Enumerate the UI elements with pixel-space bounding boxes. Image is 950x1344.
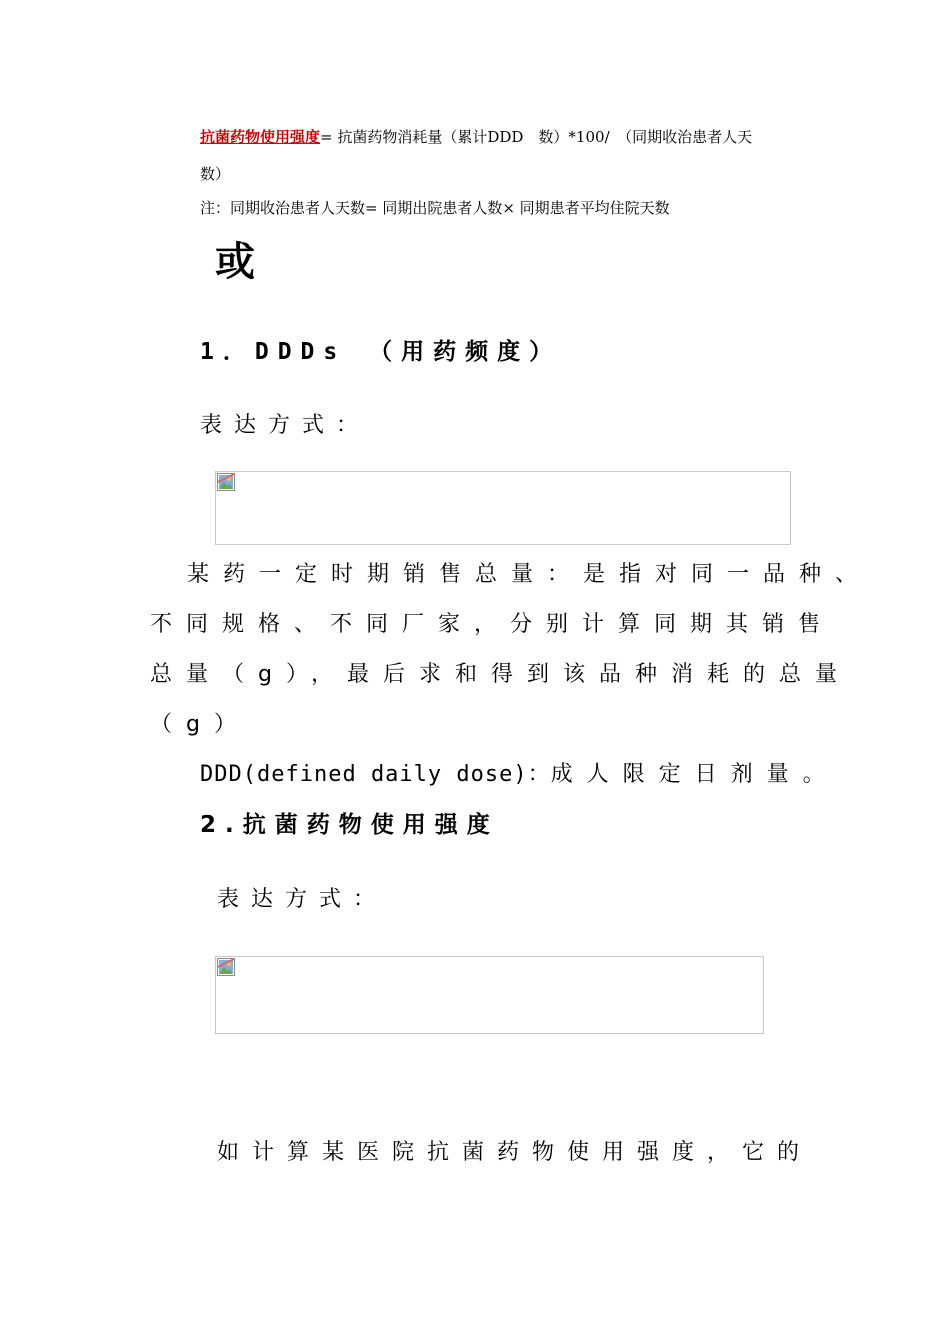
section1-para-line-2: 不同规格、不同厂家，分别计算同期其销售 [150,612,835,637]
section2-para: 如计算某医院抗菌药物使用强度，它的 [217,1140,813,1165]
ddd-term: DDD(defined daily dose)： [200,762,551,787]
formula-image-2 [215,956,764,1034]
formula-image-1 [215,471,791,545]
section1-para-line-4: （g） [150,712,250,737]
section2-expression-label: 表达方式： [217,887,388,912]
formula-text: = 抗菌药物消耗量（累计DDD 数）*100/ （同期收治患者人天 [320,128,753,146]
section2-heading: 2.抗菌药物使用强度 [200,812,499,838]
section1-heading: 1．DDDs （用药频度） [200,339,562,365]
ddd-meaning: 成人限定日剂量。 [550,762,839,787]
ddd-definition [200,757,839,788]
section1-para-line-1: 某药一定时期销售总量：是指对同一品种、 [187,562,872,587]
section1-para-line-3: 总量（g），最后求和得到该品种消耗的总量 [150,662,851,687]
section1-expression-label: 表达方式： [200,413,371,438]
antibiotic-intensity-link[interactable]: 抗菌药物使用强度 [200,128,321,146]
broken-image-icon [217,958,235,976]
or-text: 或 [215,239,255,285]
formula-line-2: 数） [200,165,231,183]
formula-line-1 [200,126,752,147]
formula-note: 注：同期收治患者人天数= 同期出院患者人数× 同期患者平均住院天数 [200,199,670,217]
broken-image-icon [217,473,235,491]
